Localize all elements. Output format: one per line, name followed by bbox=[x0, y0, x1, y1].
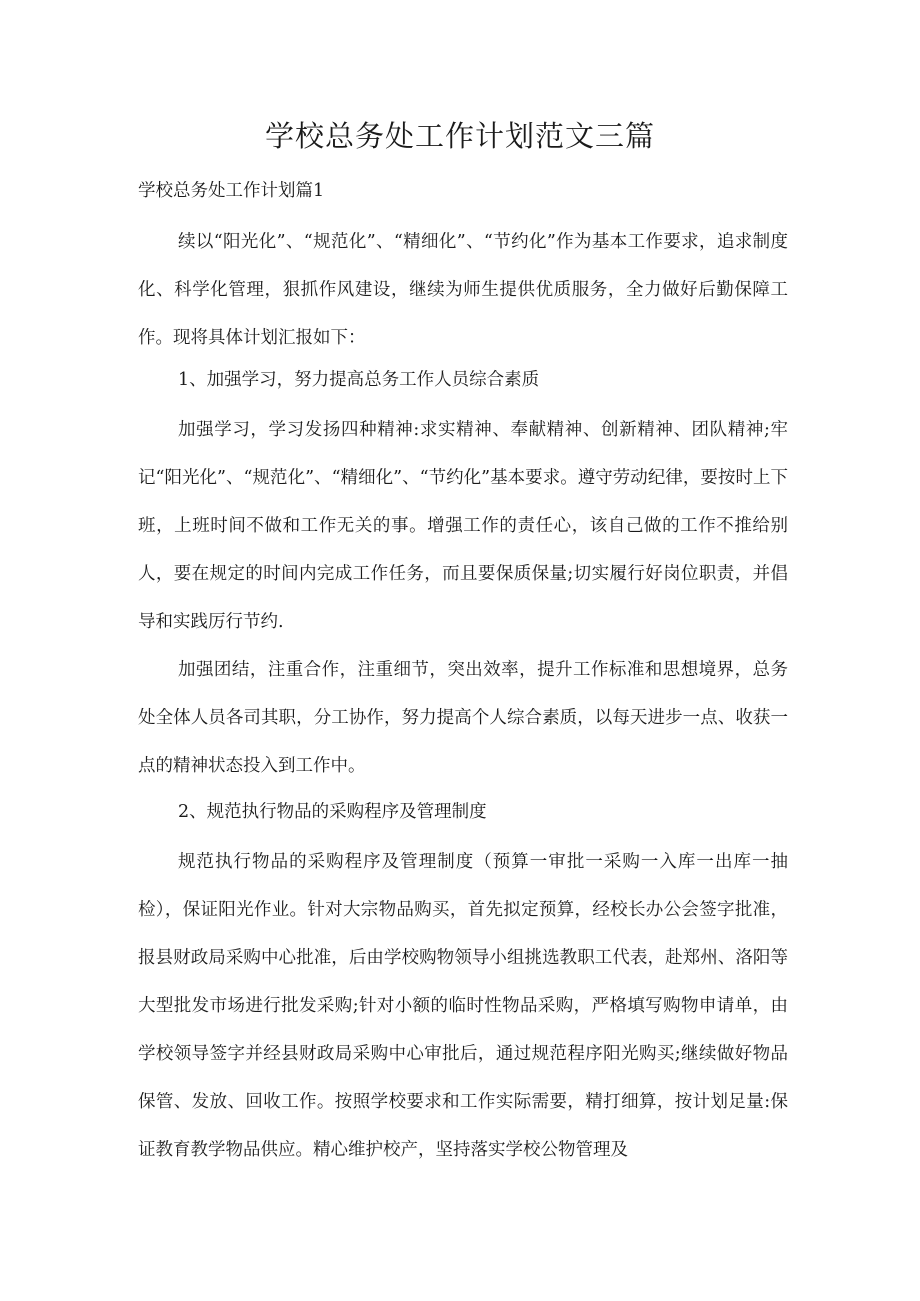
study-paragraph: 加强学习，学习发扬四种精神:求实精神、奉献精神、创新精神、团队精神;牢记“阳光化”、“规范化”、“精细化”、“节约化”基本要求。遵守劳动纪律，要按时上下班，上班时间不做和工作无关的事。增强工作的责任心，该自己做的工作不推给别人，要在规定的时间内完成工作任务，而且要保质保量;切实履行好岗位职责，并倡导和实践厉行节约. bbox=[138, 420, 788, 632]
section-heading-2: 2、规范执行物品的采购程序及管理制度 bbox=[178, 802, 487, 822]
document-title: 学校总务处工作计划范文三篇 bbox=[264, 119, 655, 153]
procurement-paragraph: 规范执行物品的采购程序及管理制度（预算一审批一采购一入库一出库一抽检），保证阳光作业。针对大宗物品购买，首先拟定预算，经校长办公会签字批准，报县财政局采购中心批准，后由学校购物领导小组挑选教职工代表，赴郑州、洛阳等大型批发市场进行批发采购;针对小额的临时性物品采购，严格填写购物申请单，由学校领导签字并经县财政局采购中心审批后，通过规范程序阳光购买;继续做好物品保管、发放、回收工作。按照学校要求和工作实际需要，精打细算，按计划足量:保证教育教学物品供应。精心维护校产，坚持落实学校公物管理及 bbox=[138, 852, 788, 1160]
unity-paragraph: 加强团结，注重合作，注重细节，突出效率，提升工作标准和思想境界，总务处全体人员各司其职，分工协作，努力提高个人综合素质，以每天进步一点、收获一点的精神状态投入到工作中。 bbox=[138, 660, 788, 776]
section-subtitle: 学校总务处工作计划篇1 bbox=[138, 181, 325, 201]
intro-paragraph: 续以“阳光化”、“规范化”、“精细化”、“节约化”作为基本工作要求，追求制度化、科学化管理，狠抓作风建设，继续为师生提供优质服务，全力做好后勤保障工作。现将具体计划汇报如下： bbox=[138, 232, 788, 348]
section-heading-1: 1、加强学习，努力提高总务工作人员综合素质 bbox=[178, 370, 540, 390]
